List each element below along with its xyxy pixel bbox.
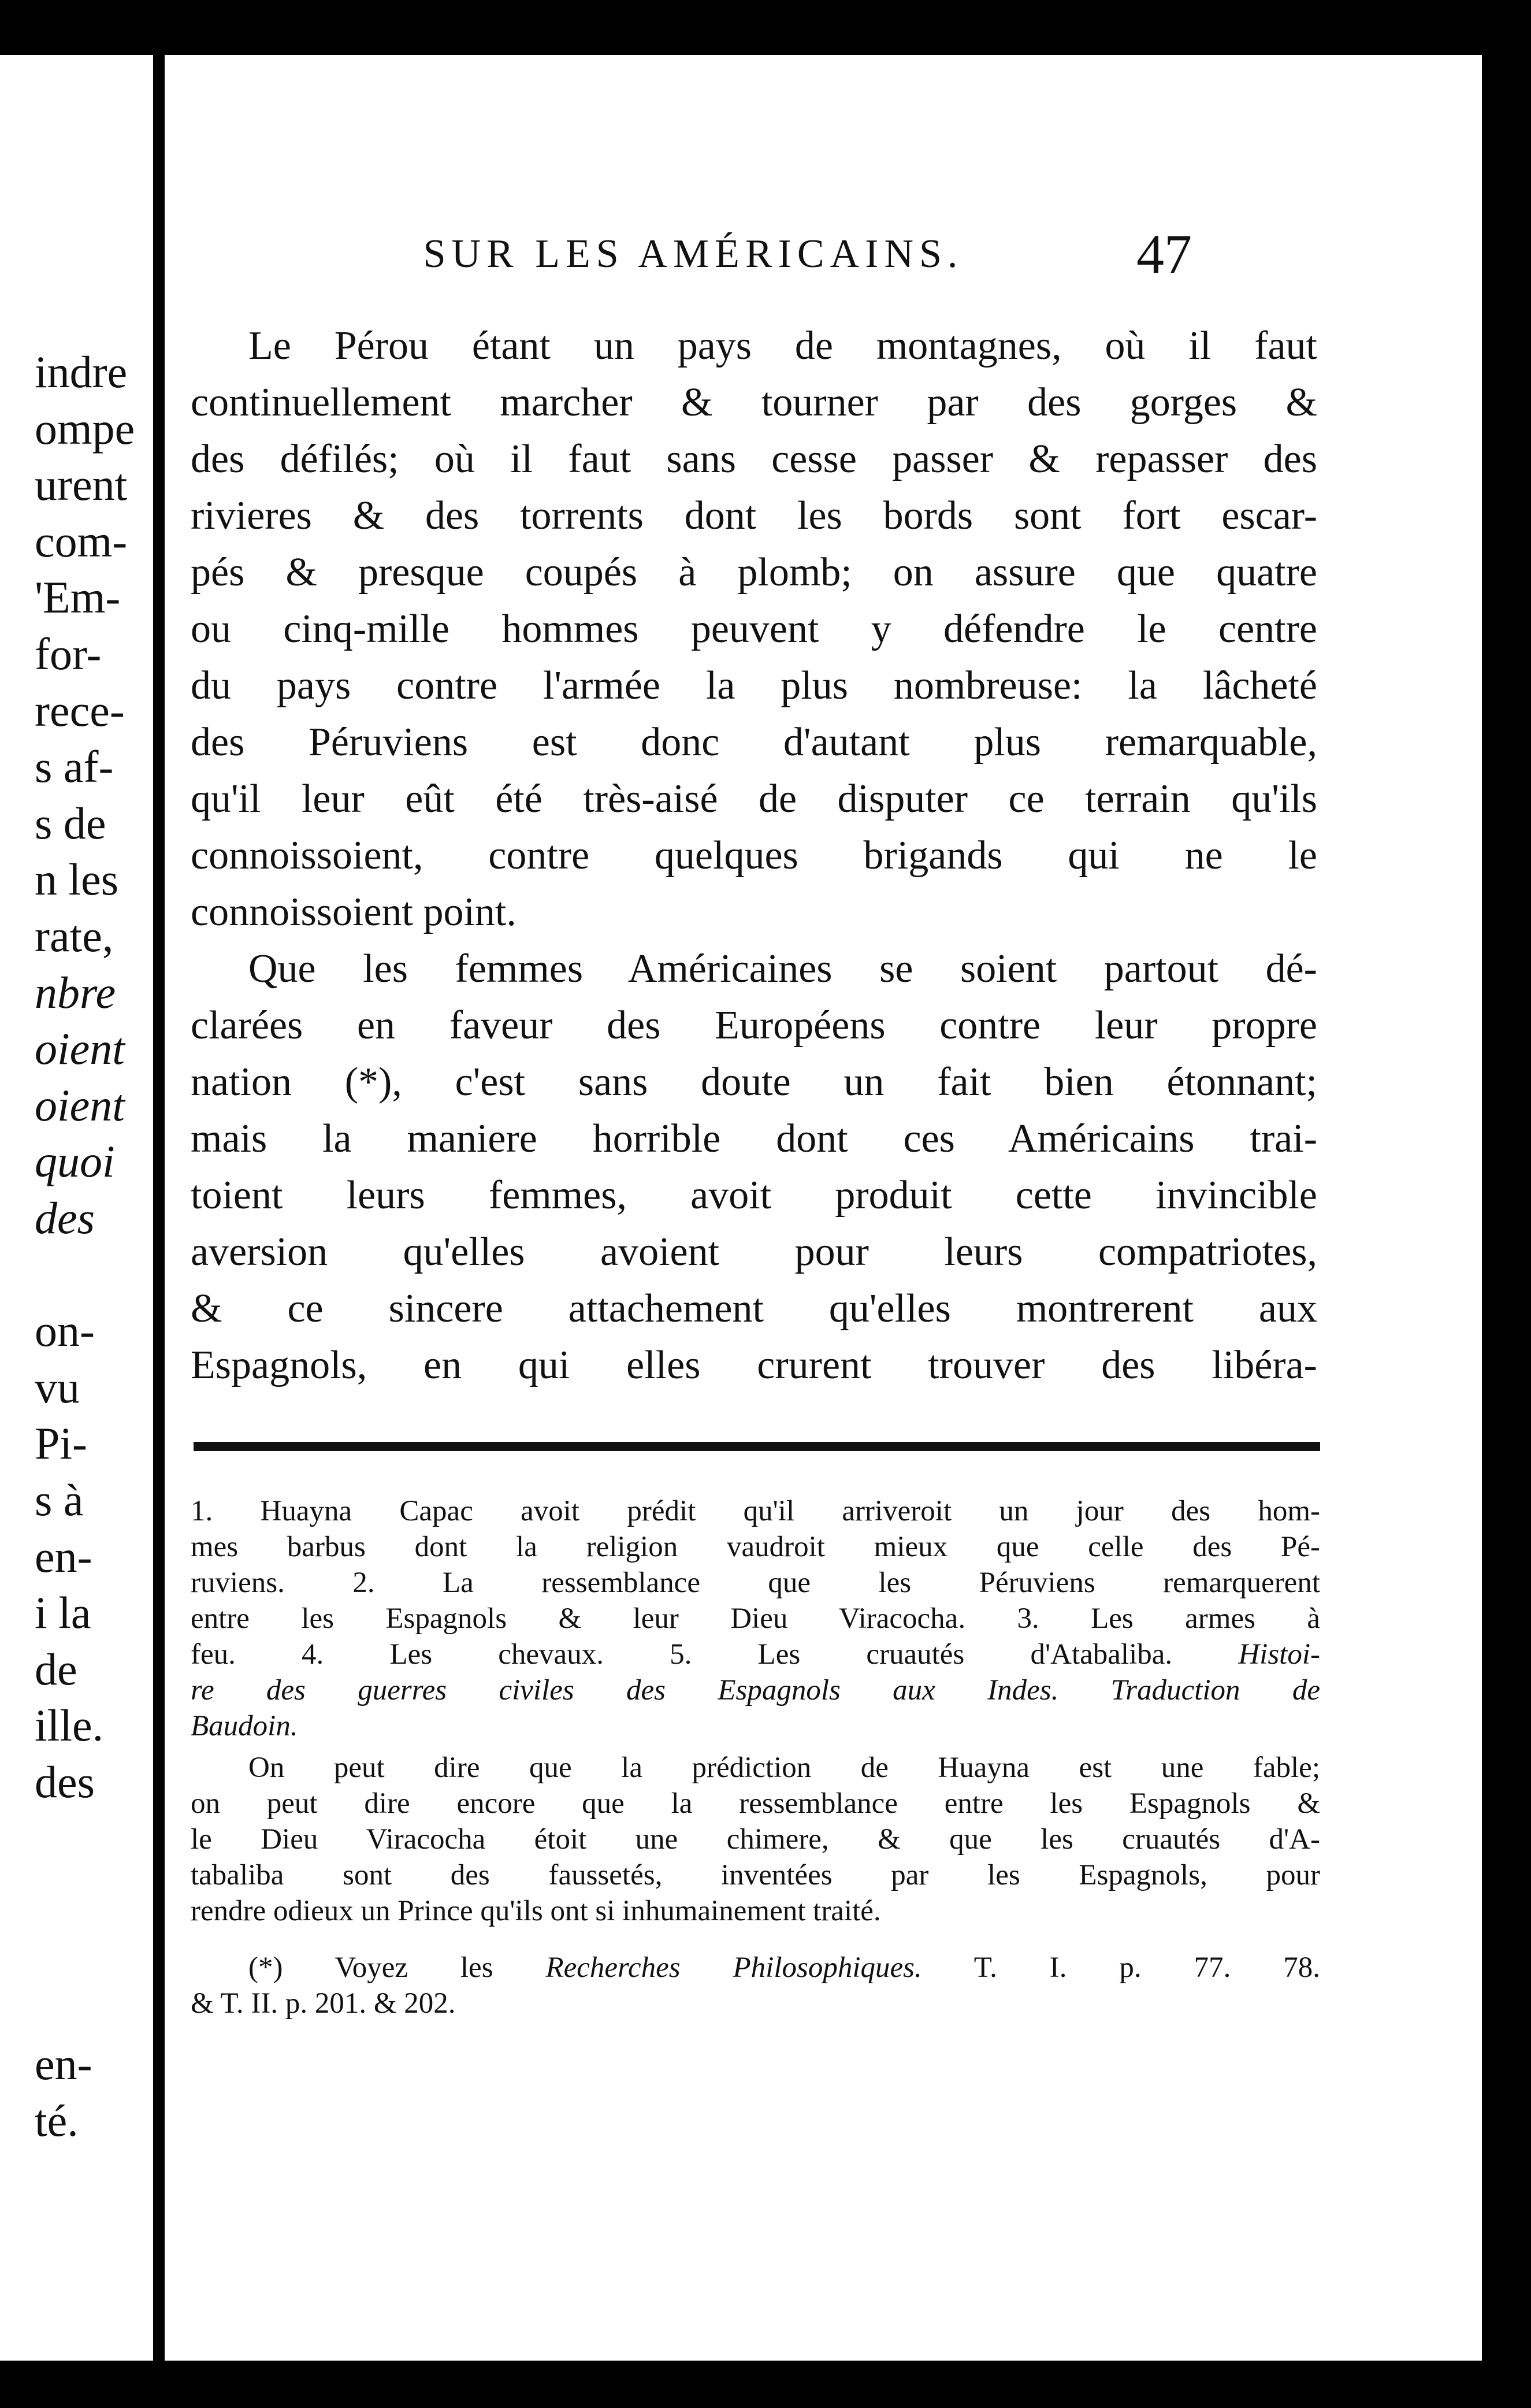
facing-page-fragment: n les [35, 854, 119, 905]
text-line: Que les femmes Américaines se soient partout dé- [248, 947, 1317, 991]
facing-page-fragment: s à [35, 1475, 84, 1525]
text-line: rivieres & des torrents dont les bords sont fort escar- [191, 494, 1317, 538]
text-line: des défilés; où il faut sans cesse passer & repasser des [191, 437, 1317, 481]
footnote-line: 1. Huayna Capac avoit prédit qu'il arriveroit un jour des hom- [191, 1495, 1320, 1527]
footnote-line: ruviens. 2. La ressemblance que les Péruviens remarquerent [191, 1567, 1320, 1599]
facing-page-fragment [35, 1246, 144, 1303]
facing-page-fragment: indre [35, 347, 128, 397]
facing-page-fragment: ille. [35, 1700, 104, 1751]
text-line: Le Pérou étant un pays de montagnes, où il faut [248, 324, 1317, 368]
facing-page-strip [0, 55, 153, 2361]
footnote-line: Baudoin. [191, 1710, 298, 1742]
facing-page-fragment: té. [35, 2095, 79, 2146]
facing-page-fragment: on- [35, 1305, 95, 1356]
footnote-line [191, 1637, 1320, 1672]
footnote-line: tabaliba sont des faussetés, inventées par les Espagnols, pour [191, 1859, 1320, 1891]
facing-page-fragment: des [35, 1193, 95, 1243]
facing-page-fragment [35, 1810, 144, 1867]
running-head: SUR LES AMÉRICAINS. [423, 232, 964, 276]
facing-page-fragment: rece- [35, 685, 125, 736]
footnote-line: le Dieu Viracocha étoit une chimere, & que les cruautés d'A- [191, 1823, 1320, 1856]
footnote-line: entre les Espagnols & leur Dieu Viracocha. 3. Les armes à [191, 1602, 1320, 1635]
facing-page-fragment: des [35, 1757, 95, 1807]
footnote-rule [194, 1442, 1320, 1451]
facing-page-fragment: en- [35, 2039, 92, 2089]
text-line: continuellement marcher & tourner par des gorges & [191, 380, 1317, 425]
footnote-line: on peut dire encore que la ressemblance entre les Espagnols & [191, 1787, 1320, 1820]
page [165, 55, 1401, 2361]
facing-page-fragment: Pi- [35, 1418, 88, 1469]
footnote-line: rendre odieux un Prince qu'ils ont si inhumainement traité. [191, 1895, 881, 1927]
footnote-line: re des guerres civiles des Espagnols aux Indes. Traduction de [191, 1674, 1320, 1706]
facing-page-fragment: quoi [35, 1136, 115, 1187]
text-line: aversion qu'elles avoient pour leurs compatriotes, [191, 1230, 1317, 1274]
text-line: clarées en faveur des Européens contre leur propre [191, 1003, 1317, 1048]
text-line: mais la maniere horrible dont ces Américains trai- [191, 1116, 1317, 1161]
footnote-text: (*) Voyez les [248, 1951, 493, 1984]
facing-page-fragment: rate, [35, 911, 114, 961]
facing-page-fragment: oient [35, 1079, 125, 1130]
text-line: & ce sincere attachement qu'elles montrerent aux [191, 1286, 1317, 1331]
text-line: Espagnols, en qui elles crurent trouver des libéra- [191, 1343, 1317, 1387]
facing-page-fragment: i la [35, 1587, 91, 1638]
text-line: toient leurs femmes, avoit produit cette invincible [191, 1173, 1317, 1218]
text-line: nation (*), c'est sans doute un fait bien étonnant; [191, 1060, 1317, 1104]
text-line: des Péruviens est donc d'autant plus remarquable, [191, 720, 1317, 765]
text-line: connoissoient point. [191, 890, 516, 934]
facing-page-fragment [35, 1923, 144, 1980]
text-line: connoissoient, contre quelques brigands qui ne le [191, 833, 1317, 878]
footnote-line: On peut dire que la prédiction de Huayna est une fable; [248, 1752, 1320, 1784]
footnote-text: T. I. p. 77. 78. [973, 1951, 1320, 1984]
facing-page-fragment: 'Em- [35, 572, 121, 623]
footnote-line: mes barbus dont la religion vaudroit mieux que celle des Pé- [191, 1531, 1320, 1563]
footnote-line [191, 1950, 1320, 1985]
text-line: ou cinq-mille hommes peuvent y défendre le centre [191, 607, 1317, 651]
footnote-line: & T. II. p. 201. & 202. [191, 1987, 456, 2020]
footnote-text: feu. 4. Les chevaux. 5. Les cruautés d'Atabaliba. [191, 1638, 1173, 1671]
facing-page-fragment: de [35, 1643, 77, 1694]
facing-page-fragment: for- [35, 629, 102, 679]
footnote-italic-text: Histoi- [1238, 1638, 1320, 1671]
facing-page-fragment: nbre [35, 967, 116, 1018]
text-line: pés & presque coupés à plomb; on assure que quatre [191, 550, 1317, 595]
footnote-italic-text: Recherches Philosophiques. [545, 1951, 922, 1984]
facing-page-fragment: en- [35, 1531, 92, 1582]
text-line: du pays contre l'armée la plus nombreuse: la lâcheté [191, 663, 1317, 708]
facing-page-fragment: urent [35, 459, 128, 510]
facing-page-fragment: oient [35, 1023, 125, 1074]
facing-page-fragment [35, 1979, 144, 2036]
text-line: qu'il leur eût été très-aisé de disputer ce terrain qu'ils [191, 777, 1317, 821]
facing-page-fragment: ompe [35, 403, 135, 454]
facing-page-fragment: vu [35, 1361, 80, 1412]
facing-page-fragment: s af- [35, 741, 114, 792]
page-number: 47 [1136, 223, 1192, 285]
right-margin [1401, 55, 1482, 2361]
facing-page-fragment: s de [35, 797, 106, 848]
facing-page-fragment [35, 1867, 144, 1923]
facing-page-fragment: com- [35, 515, 128, 566]
